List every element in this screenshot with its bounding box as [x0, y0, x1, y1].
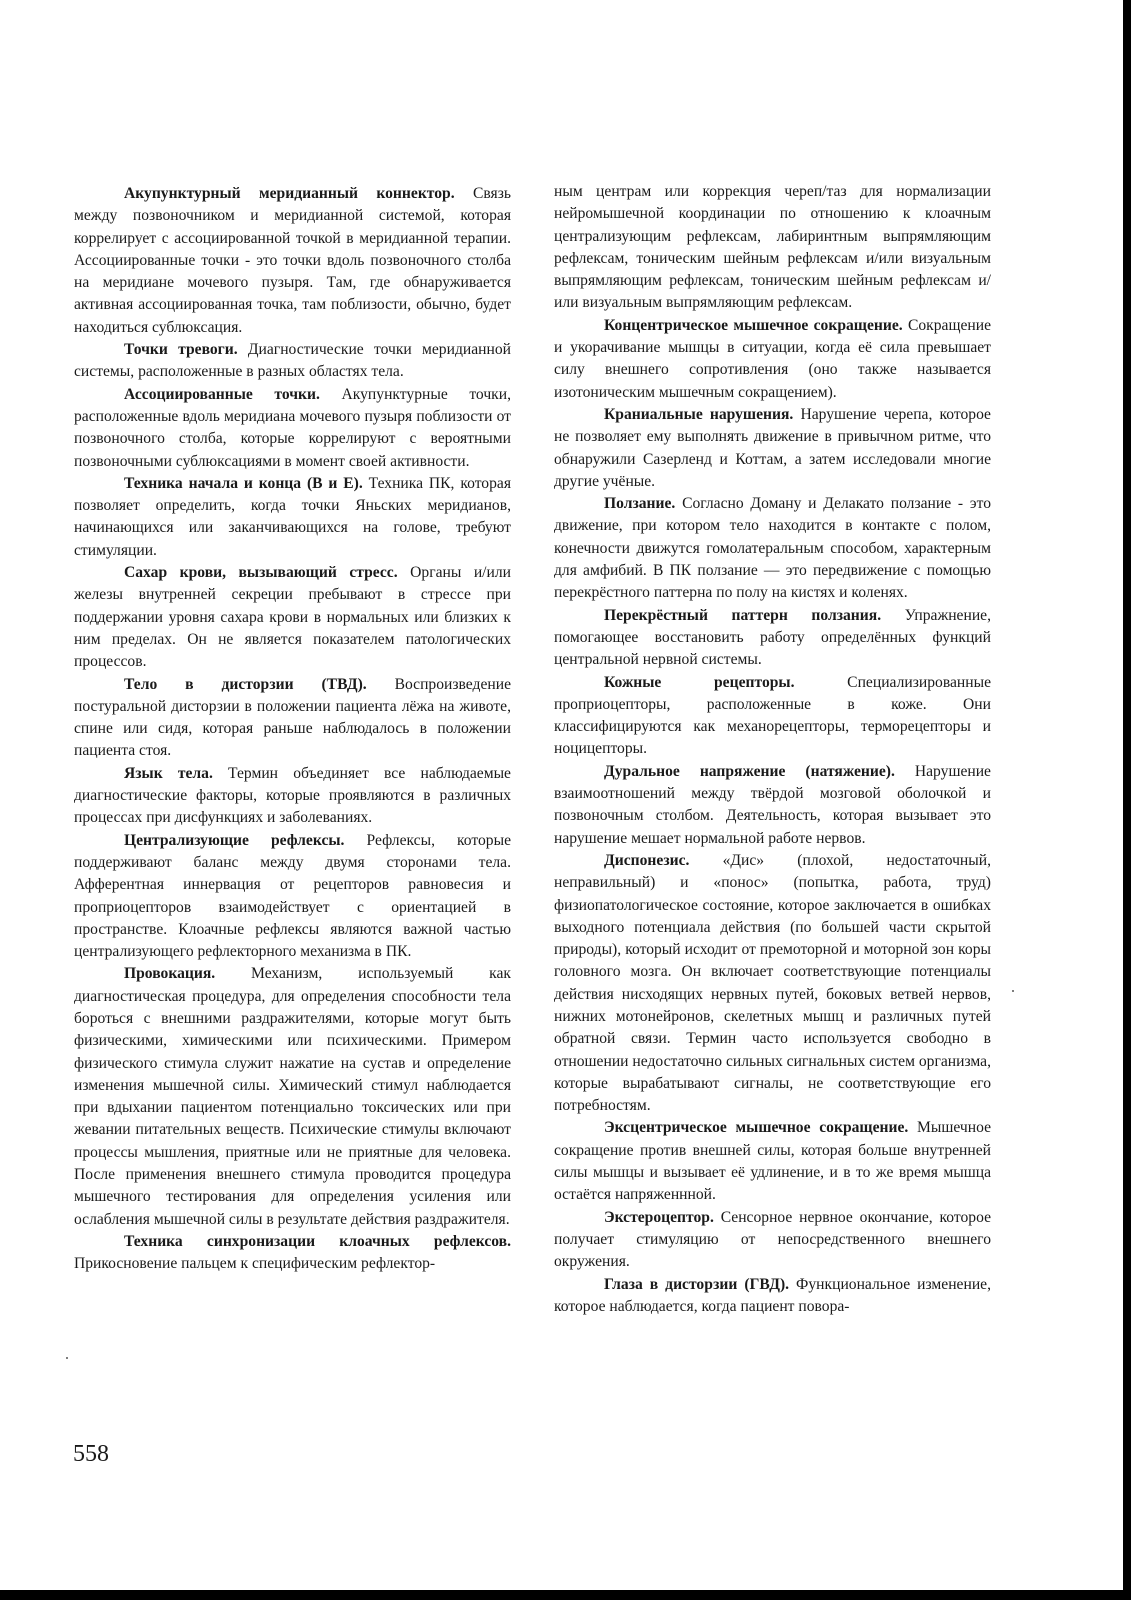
entry-term: Техника начала и конца (В и Е). — [124, 474, 363, 492]
entry-definition: Термин объединяет все наблюдаемые диагностические факторы, которые проявляются в различных процессах при дисфункциях и заболеваниях. — [74, 764, 511, 827]
entry-definition: Техника ПК, которая позволяет определить, когда точки Яньских меридианов, начинающихся или заканчивающихся на голове, требуют стимуляции. — [74, 474, 511, 559]
glossary-entry — [554, 315, 991, 404]
entry-term: Тело в дисторзии (ТВД). — [124, 675, 367, 693]
scan-speck — [1012, 990, 1014, 992]
glossary-entry — [554, 1207, 991, 1274]
entry-term: Дуральное напряжение (натяжение). — [604, 762, 895, 780]
entry-definition: Связь между позвоночником и меридианной системой, которая коррелирует с ассоциированной точкой в меридианной терапии. Ассоциированные точки - это точки вдоль позвоночного столба на меридиане мочевого пузыря. Там, где обнаруживается активная ассоциированная точка, там поблизости, обычно, будет находиться сублюксация. — [74, 185, 511, 336]
entry-definition: Сокращение и укорачивание мышцы в ситуации, когда её сила превышает силу внешнего сопротивления (оно также называется изотоническим мышечным сокращением). — [554, 316, 991, 401]
entry-term: Ассоциированные точки. — [124, 385, 320, 403]
entry-definition: Акупунктурные точки, расположенные вдоль меридиана мочевого пузыря поблизости от позвоночного столба, которые коррелируют с вероятными позвоночными сублюксациями в момент своей активности. — [74, 385, 511, 470]
glossary-entry — [74, 963, 511, 1231]
glossary-entry — [74, 830, 511, 964]
glossary-entry — [74, 1231, 511, 1276]
page-number: 558 — [73, 1441, 109, 1467]
glossary-entry — [554, 404, 991, 493]
entry-term: Акупунктурный меридианный коннектор. — [124, 185, 455, 202]
entry-term: Точки тревоги. — [124, 341, 238, 359]
glossary-entry — [74, 473, 511, 562]
entry-term: Техника синхронизации клоачных рефлексов. — [124, 1232, 511, 1250]
entry-term: Язык тела. — [124, 764, 213, 782]
entry-term: Провокация. — [124, 965, 216, 983]
entry-term: Эксцентрическое мышечное сокращение. — [604, 1119, 909, 1137]
left-column — [74, 183, 511, 1276]
entry-term: Сахар крови, вызывающий стресс. — [124, 564, 398, 582]
scan-speck — [66, 1357, 68, 1359]
glossary-entry — [74, 384, 511, 473]
glossary-entry — [554, 493, 991, 604]
entry-definition: Функциональное изменение, которое наблюдается, когда пациент повора- — [554, 1275, 991, 1315]
entry-definition: Прикосновение пальцем к специфическим рефлектор- — [74, 1255, 436, 1273]
entry-definition: Механизм, используемый как диагностическая процедура, для определения способности тела бороться с внешними раздражителями, которые могут быть физическими, химическими или психическими. Примером физического стимула служит нажатие на сустав и определение изменения мышечной силы. Химический стимул наблюдается при вдыхании пациентом потенциально токсических или при жевании питательных веществ. Психические стимулы включают процессы мышления, приятные или не приятные для человека. После применения внешнего стимула проводится процедура мышечного тестирования для определения усиления или ослабления мышечной силы в результате действия раздражителя. — [74, 965, 511, 1228]
entry-definition: «Дис» (плохой, недостаточный, неправильный) и «понос» (попытка, работа, труд) физиопатологическое состояние, которое заключается в ошибках выходного потенциала действия (по большей части скрытой природы), который исходит от премоторной и моторной зон коры головного мозга. Он включает соответствующие потенциалы действия нисходящих нервных путей, боковых ветвей нервов, нижних мотонейронов, скелетных мышц и различных путей обратной связи. Термин часто используется свободно в отношении недостаточно сильных сигнальных систем организма, которые вырабатывают сигналы, не соответствующие его потребностям. — [554, 851, 991, 1115]
scan-border-right — [1123, 0, 1131, 1600]
entry-term: Экстероцептор. — [604, 1208, 714, 1226]
glossary-entry — [554, 1274, 991, 1319]
glossary-entry — [554, 1117, 991, 1206]
continued-text: ным центрам или коррекция череп/таз для нормализации нейромышечной координации по отношению к клоачным централизующим рефлексам, лабиринтным выпрямляющим рефлексам, тоническим шейным рефлексам и/или визуальным выпрямляющим рефлексам, тоническим шейным рефлексам и/или визуальным выпрямляющим рефлексам. — [554, 183, 991, 312]
entry-definition: Рефлексы, которые поддерживают баланс между двумя сторонами тела. Афферентная иннервация от рецепторов равновесия и проприоцепторов взаимодействует с ориентацией в пространстве. Клоачные рефлексы являются важной частью централизующего рефлекторного механизма в ПК. — [74, 831, 511, 961]
glossary-entry — [74, 339, 511, 384]
entry-definition: Упражнение, помогающее восстановить работу определённых функций центральной нервной системы. — [554, 606, 991, 669]
glossary-entry — [554, 672, 991, 761]
glossary-entry — [554, 850, 991, 1118]
entry-term: Концентрическое мышечное сокращение. — [604, 316, 903, 334]
glossary-entry — [74, 763, 511, 830]
entry-definition: Мышечное сокращение против внешней силы, которая больше внутренней силы мышцы и вызывает её удлинение, и в то же время мышца остаётся напряженнной. — [554, 1119, 991, 1204]
entry-definition: Диагностические точки меридианной системы, расположенные в разных областях тела. — [74, 341, 511, 381]
entry-term: Диспонезис. — [604, 851, 690, 869]
entry-term: Ползание. — [604, 495, 676, 513]
entry-term: Кожные рецепторы. — [604, 673, 795, 691]
entry-definition: Органы и/или железы внутренней секреции пребывают в стрессе при поддержании уровня сахара крови в нормальных или близких к ним пределах. Он не является показателем патологических процессов. — [74, 564, 511, 671]
entry-definition: Воспроизведение постуральной дисторзии в положении пациента лёжа на животе, спине или сидя, которая раньше наблюдалось в положении пациента стоя. — [74, 675, 511, 760]
entry-term: Перекрёстный паттерн ползания. — [604, 606, 882, 624]
entry-definition: Согласно Доману и Делакато ползание - это движение, при котором тело находится в контакте с полом, конечности движутся гомолатеральным способом, характерным для амфибий. В ПК ползание — это передвижение с помощью перекрёстного паттерна по полу на кистях и коленях. — [554, 495, 991, 602]
glossary-entry — [554, 761, 991, 850]
glossary-entry — [74, 674, 511, 763]
entry-term: Централизующие рефлексы. — [124, 831, 345, 849]
glossary-entry — [74, 183, 511, 339]
glossary-entry — [74, 562, 511, 673]
right-column — [554, 181, 991, 1318]
entry-definition: Нарушение взаимоотношений между твёрдой мозговой оболочкой и позвоночным столбом. Деятельность, которая вызывает это нарушение мешает нормальной работе нервов. — [554, 762, 991, 847]
entry-definition: Нарушение черепа, которое не позволяет ему выполнять движение в привычном ритме, что обнаружили Сазерленд и Коттам, а затем исследовали многие другие учёные. — [554, 405, 991, 490]
scan-border-bottom — [0, 1590, 1131, 1600]
glossary-entry — [554, 605, 991, 672]
entry-term: Глаза в дисторзии (ГВД). — [604, 1275, 790, 1293]
entry-definition: Сенсорное нервное окончание, которое получает стимуляцию от непосредственного внешнего окружения. — [554, 1208, 991, 1271]
entry-term: Краниальные нарушения. — [604, 405, 794, 423]
entry-definition: Специализированные проприоцепторы, расположенные в коже. Они классифицируются как механорецепторы, терморецепторы и ноцицепторы. — [554, 673, 991, 758]
